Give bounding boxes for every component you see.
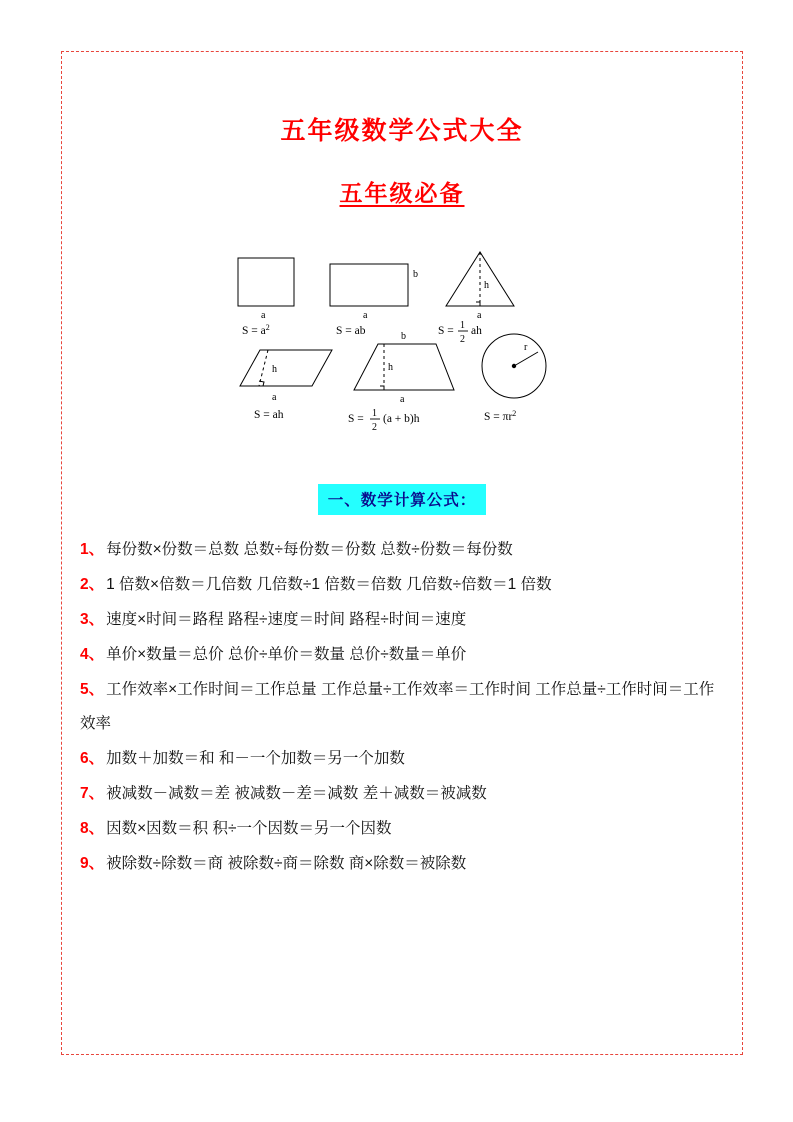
list-item bbox=[80, 568, 724, 603]
rectangle-formula: S = ab bbox=[336, 325, 366, 337]
list-item-number: 1、 bbox=[80, 541, 105, 558]
page-title: 五年级数学公式大全 bbox=[280, 117, 524, 145]
circle-center-dot bbox=[512, 364, 516, 368]
page-subtitle: 五年级必备 bbox=[339, 180, 465, 206]
square-shape bbox=[238, 258, 294, 306]
list-item-text: 因数×因数＝积 积÷一个因数＝另一个因数 bbox=[106, 820, 392, 837]
parallelogram-height-line bbox=[259, 350, 268, 386]
list-item bbox=[80, 638, 724, 673]
formula-list bbox=[74, 533, 730, 882]
circle-radius-line bbox=[514, 352, 538, 366]
list-item-number: 7、 bbox=[80, 785, 105, 803]
triangle-base-label: a bbox=[477, 310, 482, 321]
list-item bbox=[80, 812, 724, 847]
parallelogram-formula: S = ah bbox=[254, 409, 284, 421]
list-item-text: 加数＋加数＝和 和－一个加数＝另一个加数 bbox=[106, 750, 405, 768]
document-content bbox=[61, 51, 743, 1055]
section-heading-wrap bbox=[74, 484, 730, 515]
circle-radius-label: r bbox=[524, 342, 528, 353]
list-item-text: 每份数×份数＝总数 总数÷每份数＝份数 总数÷份数＝每份数 bbox=[106, 541, 513, 558]
list-item-text: 被减数－减数＝差 被减数－差＝减数 差＋减数＝被减数 bbox=[106, 785, 487, 803]
rectangle-shape bbox=[330, 264, 408, 306]
circle-formula: $S = \pi r^2$ bbox=[484, 409, 517, 423]
square-side-label: a bbox=[261, 310, 266, 321]
trapezoid-right-angle bbox=[380, 386, 384, 390]
triangle-formula-tail: ah bbox=[471, 325, 482, 337]
list-item bbox=[80, 847, 724, 882]
triangle-height-label: h bbox=[484, 280, 489, 291]
triangle-formula-denominator: 2 bbox=[460, 334, 465, 345]
figures-svg bbox=[232, 244, 572, 444]
list-item-text: 速度×时间＝路程 路程÷速度＝时间 路程÷时间＝速度 bbox=[106, 610, 467, 628]
trapezoid-formula-denominator: 2 bbox=[372, 422, 377, 433]
list-item-number: 3、 bbox=[80, 610, 105, 628]
trapezoid-bottom-label: a bbox=[400, 394, 405, 405]
list-item-number: 5、 bbox=[80, 680, 105, 698]
list-item-number: 8、 bbox=[80, 820, 105, 837]
trapezoid-formula-lead: S = bbox=[348, 413, 364, 425]
list-item-number: 6、 bbox=[80, 750, 105, 768]
section-heading: 一、数学计算公式： bbox=[318, 484, 487, 515]
list-item-number: 2、 bbox=[80, 575, 105, 593]
list-item bbox=[80, 777, 724, 812]
list-item bbox=[80, 673, 724, 743]
square-formula: $S = a^2$ bbox=[242, 323, 270, 337]
parallelogram-height-label: h bbox=[272, 364, 277, 375]
list-item-text: 单价×数量＝总价 总价÷单价＝数量 总价÷数量＝单价 bbox=[106, 645, 467, 663]
list-item bbox=[80, 742, 724, 777]
geometry-figures bbox=[74, 244, 730, 444]
trapezoid-formula-tail: (a + b)h bbox=[383, 413, 420, 425]
trapezoid-top-label: b bbox=[401, 331, 406, 342]
rectangle-side-a-label: a bbox=[363, 310, 368, 321]
triangle-formula-numerator: 1 bbox=[460, 320, 465, 331]
list-item-number: 9、 bbox=[80, 854, 105, 872]
triangle-right-angle bbox=[476, 302, 480, 306]
trapezoid-formula-numerator: 1 bbox=[372, 408, 377, 419]
rectangle-side-b-label: b bbox=[413, 269, 418, 280]
list-item bbox=[80, 603, 724, 638]
list-item bbox=[80, 533, 724, 568]
list-item-text: 工作效率×工作时间＝工作总量 工作总量÷工作效率＝工作时间 工作总量÷工作时间＝工作效率 bbox=[80, 680, 715, 733]
list-item-number: 4、 bbox=[80, 645, 105, 663]
triangle-formula-lead: S = bbox=[438, 325, 454, 337]
list-item-text: 1 倍数×倍数＝几倍数 几倍数÷1 倍数＝倍数 几倍数÷倍数＝1 倍数 bbox=[106, 575, 552, 593]
parallelogram-shape bbox=[240, 350, 332, 386]
list-item-text: 被除数÷除数＝商 被除数÷商＝除数 商×除数＝被除数 bbox=[106, 854, 467, 872]
trapezoid-shape bbox=[354, 344, 454, 390]
trapezoid-height-label: h bbox=[388, 362, 393, 373]
parallelogram-base-label: a bbox=[272, 392, 277, 403]
